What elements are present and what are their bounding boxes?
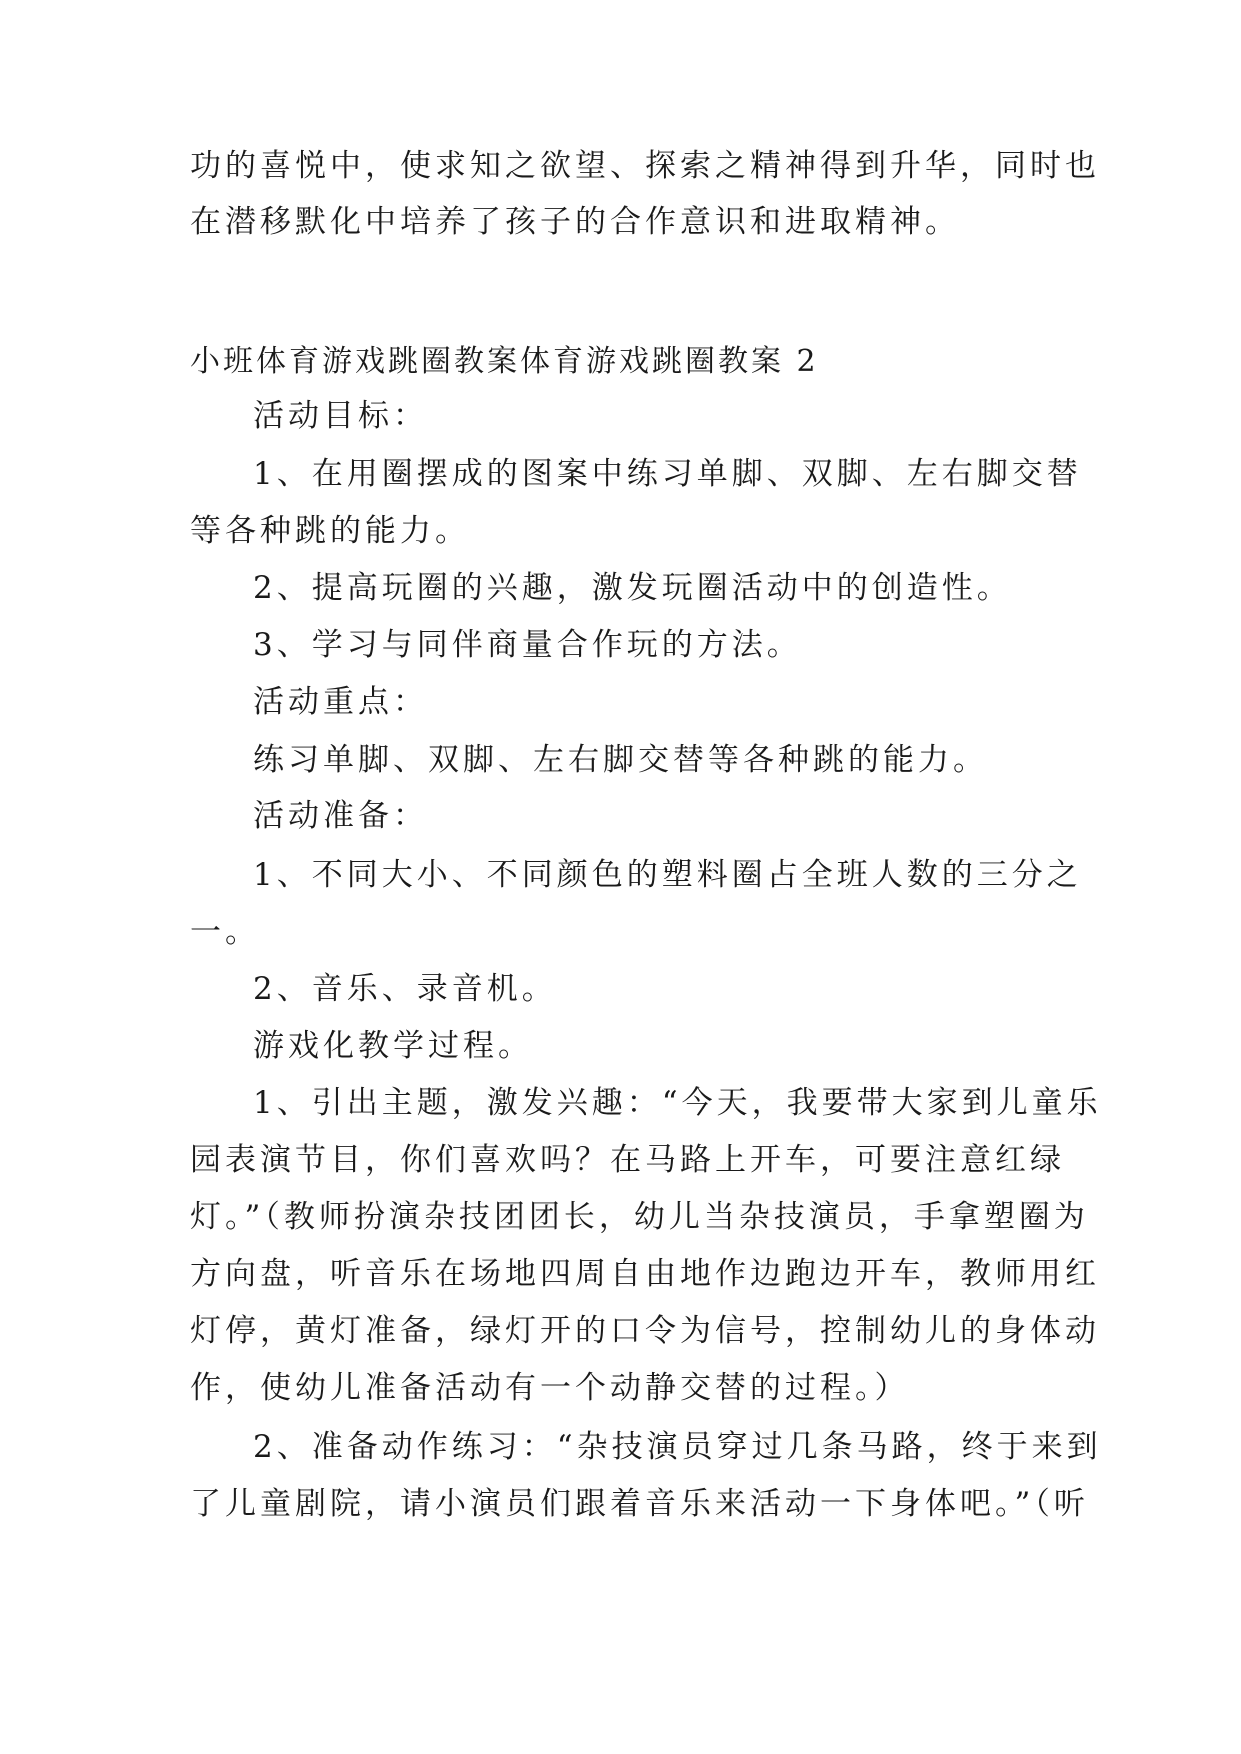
heading-preparation: 活动准备： — [253, 798, 428, 834]
list-item: 2、准备动作练习：“杂技演员穿过几条马路，终于来到 — [253, 1429, 1102, 1465]
paragraph-line: 方向盘，听音乐在场地四周自由地作边跑边开车，教师用红 — [190, 1256, 1100, 1292]
list-item: 1、在用圈摆成的图案中练习单脚、双脚、左右脚交替 — [253, 456, 1082, 492]
paragraph-line: 在潜移默化中培养了孩子的合作意识和进取精神。 — [190, 204, 960, 240]
list-item-continuation: 等各种跳的能力。 — [190, 513, 470, 549]
paragraph-line: 练习单脚、双脚、左右脚交替等各种跳的能力。 — [253, 742, 988, 778]
paragraph-line: 园表演节目，你们喜欢吗？在马路上开车，可要注意红绿 — [190, 1142, 1065, 1178]
paragraph-line: 了儿童剧院，请小演员们跟着音乐来活动一下身体吧。”（听 — [190, 1486, 1089, 1522]
paragraph-line: 灯。”（教师扮演杂技团团长，幼儿当杂技演员，手拿塑圈为 — [190, 1199, 1089, 1235]
heading-process: 游戏化教学过程。 — [253, 1028, 533, 1064]
list-item: 2、音乐、录音机。 — [253, 971, 557, 1007]
section-title: 小班体育游戏跳圈教案体育游戏跳圈教案 2 — [190, 344, 819, 379]
heading-objectives: 活动目标： — [253, 398, 428, 434]
list-item-continuation: 一。 — [190, 914, 260, 950]
heading-key-point: 活动重点： — [253, 684, 428, 720]
paragraph-line: 作，使幼儿准备活动有一个动静交替的过程。） — [190, 1370, 910, 1406]
paragraph-line: 功的喜悦中，使求知之欲望、探索之精神得到升华，同时也 — [190, 148, 1100, 184]
list-item: 1、不同大小、不同颜色的塑料圈占全班人数的三分之 — [253, 857, 1082, 893]
list-item: 1、引出主题，激发兴趣：“今天，我要带大家到儿童乐 — [253, 1085, 1102, 1121]
paragraph-line: 灯停，黄灯准备，绿灯开的口令为信号，控制幼儿的身体动 — [190, 1313, 1100, 1349]
list-item: 2、提高玩圈的兴趣，激发玩圈活动中的创造性。 — [253, 570, 1012, 606]
list-item: 3、学习与同伴商量合作玩的方法。 — [253, 627, 802, 663]
